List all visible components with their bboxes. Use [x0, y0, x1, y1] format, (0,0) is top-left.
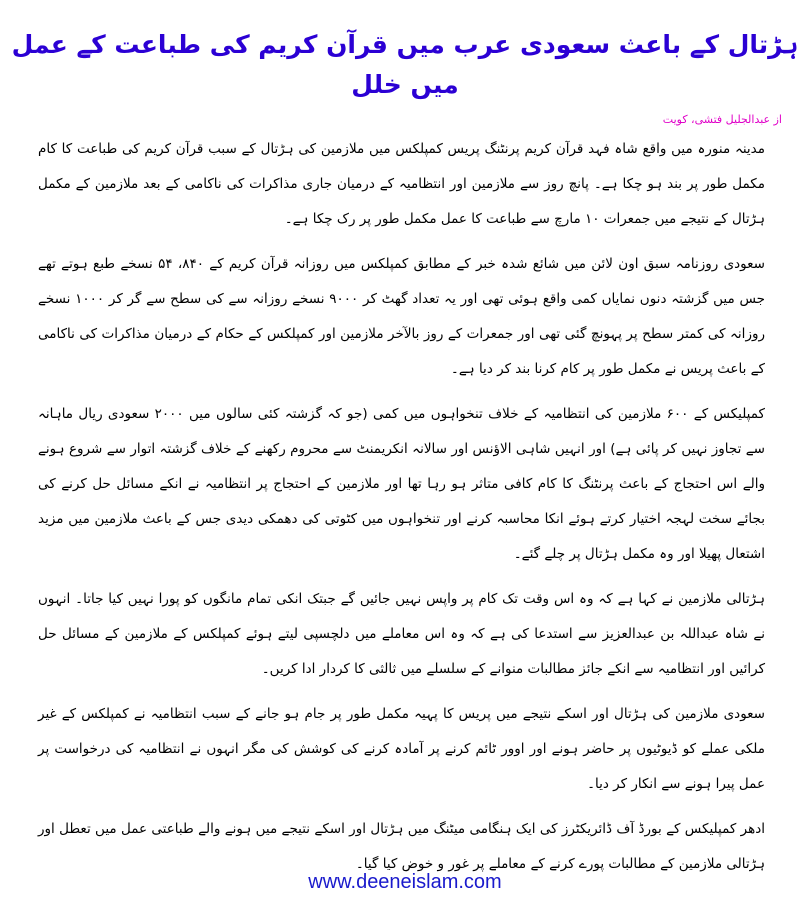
author-byline: از عبدالجلیل فتشی، کویت	[662, 113, 782, 126]
article-body	[38, 132, 765, 882]
paragraph-2: سعودی روزنامہ سبق اون لائن میں شائع شدہ خبر کے مطابق کمپلکس میں روزانہ قرآن کریم کے ۸۴۰، ۵۴ نسخے طبع ہوتے تھے جس میں گزشتہ دنوں نمایاں کمی واقع ہوئی تھی اور یہ تعداد گھٹ کر ۹۰۰۰ نسخے روزانہ سے کی سطح سے گر کر ۱۰۰۰ نسخے روزانہ کی کمتر سطح پر پہونچ گئی تھی اور جمعرات کے روز بالآخر ملازمین اور کمپلکس کے حکام کے درمیان مذاکرات کی ناکامی کے باعث پریس نے مکمل طور پر کام کرنا بند کر دیا ہے۔	[38, 256, 765, 377]
paragraph-5: سعودی ملازمین کی ہڑتال اور اسکے نتیجے میں پریس کا پہیہ مکمل طور پر جام ہو جانے کے سبب انتظامیہ نے کمپلکس کے غیر ملکی عملے کو ڈیوٹیوں پر حاضر ہونے اور اوور ٹائم کرنے پر آمادہ کرنے کی کوشش کی مگر انہوں نے انتظامیہ کی درخواست پر عمل پیرا ہونے سے انکار کر دیا۔	[38, 706, 765, 792]
paragraph-4: ہڑتالی ملازمین نے کہا ہے کہ وہ اس وقت تک کام پر واپس نہیں جائیں گے جبتک انکی تمام مانگوں کو پورا نہیں کیا جاتا۔ انہوں نے شاہ عبداللہ بن عبدالعزیز سے استدعا کی ہے کہ وہ اس معاملے میں دلچسپی لیتے ہوئے کمپلکس کے ملازمین کے مسائل حل کرائیں اور انتظامیہ سے انکے جائز مطالبات منوانے کے سلسلے میں ثالثی کا کردار ادا کریں۔	[38, 591, 765, 677]
article-title: ہڑتال کے باعث سعودی عرب میں قرآن کریم کی طباعت کے عمل میں خلل	[11, 29, 799, 99]
paragraph-3: کمپلیکس کے ۶۰۰ ملازمین کی انتظامیہ کے خلاف تنخواہوں میں کمی (جو کہ گزشتہ کئی سالوں میں ۲۰۰۰ سعودی ریال ماہانہ سے تجاوز نہیں کر پائی ہے) اور انہیں شاہی الاؤنس اور سالانہ انکریمنٹ سے محروم رکھنے کے خلاف گزشتہ اتوار سے شروع ہونے والے اس احتجاج کے باعث پرنٹنگ کا کام کافی متاثر ہو رہا تھا اور ملازمین کے احتجاج پر انتظامیہ نے انکے مسائل حل کرنے کی بجائے سخت لہجہ اختیار کرتے ہوئے انکا محاسبہ کرنے اور تنخواہوں میں کٹوتی کی دھمکی دیدی جس کے باعث ملازمین میں مزید اشتعال پھیلا اور وہ مکمل ہڑتال پر چلے گئے۔	[38, 406, 765, 562]
website-link[interactable]: www.deeneislam.com	[308, 871, 502, 893]
paragraph-6: ادھر کمپلیکس کے بورڈ آف ڈائریکٹرز کی ایک ہنگامی میٹنگ میں ہڑتال اور اسکے نتیجے میں ہونے والے طباعتی عمل میں تعطل اور ہڑتالی ملازمین کے مطالبات پورے کرنے کے معاملے پر غور و خوض کیا گیا۔	[38, 821, 765, 872]
paragraph-1: مدینہ منورہ میں واقع شاہ فہد قرآن کریم پرنٹنگ پریس کمپلکس میں ملازمین کی ہڑتال کے سبب قرآن کریم کی طباعت کا کام مکمل طور پر بند ہو چکا ہے۔ پانچ روز سے ملازمین اور انتظامیہ کے درمیان جاری مذاکرات کی ناکامی کے بعد ملازمین کے مکمل ہڑتال کے نتیجے میں جمعرات ۱۰ مارچ سے طباعت کا عمل مکمل طور پر رک چکا ہے۔	[38, 141, 765, 227]
